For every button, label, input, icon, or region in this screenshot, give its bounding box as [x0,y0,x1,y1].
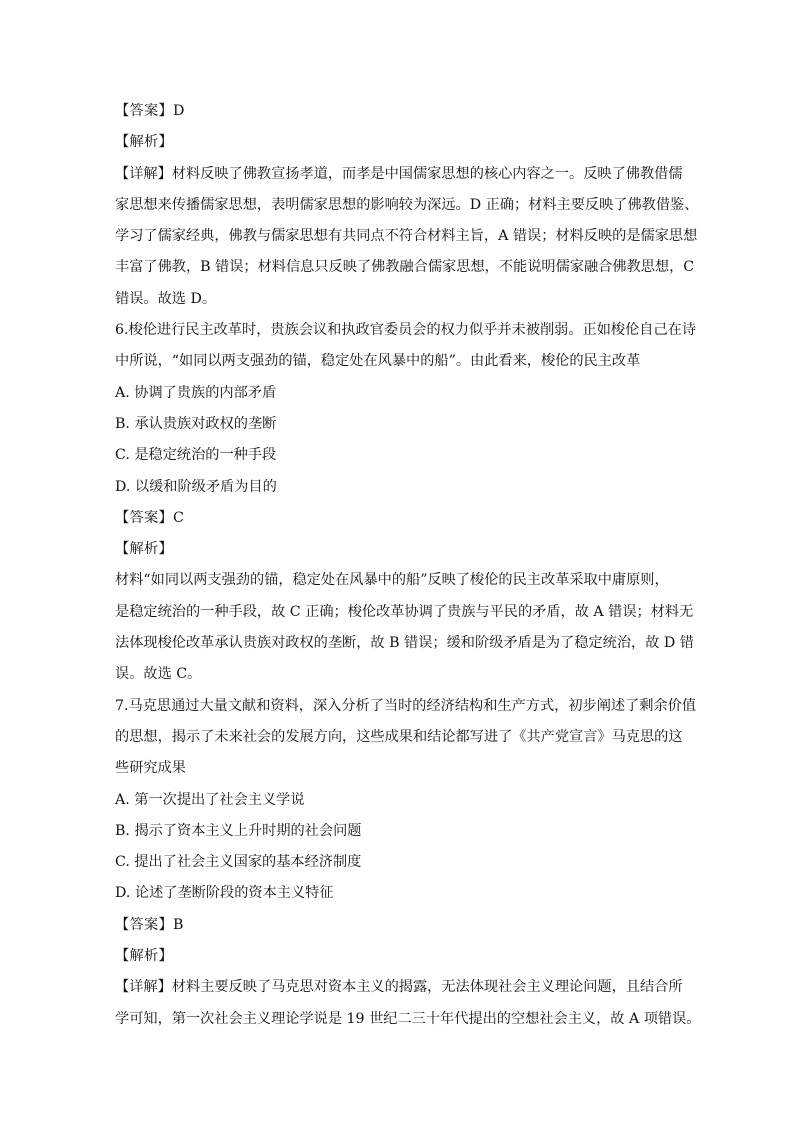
explanation-line: 学可知，第一次社会主义理论学说是 19 世纪二三十年代提出的空想社会主义，故 A 项错误。 [115,1010,701,1027]
document-body [115,101,701,1040]
explanation-line: 法体现梭伦改革承认贵族对政权的垄断，故 B 错误；缓和阶级矛盾是为了稳定统治，故 D 错 [115,635,694,652]
answer-label-q5: 【答案】D [115,103,185,119]
question-6-option-b: B. 承认贵族对政权的垄断 [115,415,277,432]
explanation-line: 错误。故选 D。 [115,290,217,307]
question-7-option-b: B. 揭示了资本主义上升时期的社会问题 [115,822,362,839]
explanation-line: 丰富了佛教，B 错误；材料信息只反映了佛教融合儒家思想，不能说明儒家融合佛教思想，C [115,259,695,276]
explanation-line: 【详解】材料反映了佛教宣扬孝道，而孝是中国儒家思想的核心内容之一。反映了佛教借儒 [115,165,683,182]
question-6-option-d: D. 以缓和阶级矛盾为目的 [115,478,277,495]
question-6-stem: 6.梭伦进行民主改革时，贵族会议和执政官委员会的权力似乎并未被削弱。正如梭伦自己在诗 [115,322,697,339]
question-7-option-d: D. 论述了垄断阶段的资本主义特征 [115,885,334,902]
question-7-stem: 的思想，揭示了未来社会的发展方向，这些成果和结论都写进了《共产党宣言》马克思的这 [115,728,683,745]
explanation-line: 是稳定统治的一种手段，故 C 正确；梭伦改革协调了贵族与平民的矛盾，故 A 错误；材料无 [115,603,694,620]
question-6-stem: 中所说，“如同以两支强劲的锚，稳定处在风暴中的船”。由此看来，梭伦的民主改革 [115,353,641,370]
question-6-option-c: C. 是稳定统治的一种手段 [115,447,277,464]
question-7-option-c: C. 提出了社会主义国家的基本经济制度 [115,854,362,871]
answer-label-q6: 【答案】C [115,509,185,526]
question-7-stem: 7.马克思通过大量文献和资料，深入分析了当时的经济结构和生产方式，初步阐述了剩余价值 [115,697,697,714]
analysis-label-q5: 【解析】 [115,134,173,151]
answer-label-q7: 【答案】B [115,916,184,933]
question-7-option-a: A. 第一次提出了社会主义学说 [115,791,305,808]
analysis-label-q7: 【解析】 [115,948,173,965]
explanation-line: 【详解】材料主要反映了马克思对资本主义的揭露，无法体现社会主义理论问题，且结合所 [115,979,683,996]
analysis-label-q6: 【解析】 [115,541,173,558]
explanation-line: 家思想来传播儒家思想，表明儒家思想的影响较为深远。D 正确；材料主要反映了佛教借鉴、 [115,196,699,213]
explanation-line: 材料“如同以两支强劲的锚，稳定处在风暴中的船”反映了梭伦的民主改革采取中庸原则， [115,572,669,589]
question-6-option-a: A. 协调了贵族的内部矛盾 [115,384,277,401]
question-7-stem: 些研究成果 [115,760,186,777]
explanation-line: 误。故选 C。 [115,666,202,683]
explanation-line: 学习了儒家经典，佛教与儒家思想有共同点不符合材料主旨，A 错误；材料反映的是儒家思想 [115,228,698,245]
